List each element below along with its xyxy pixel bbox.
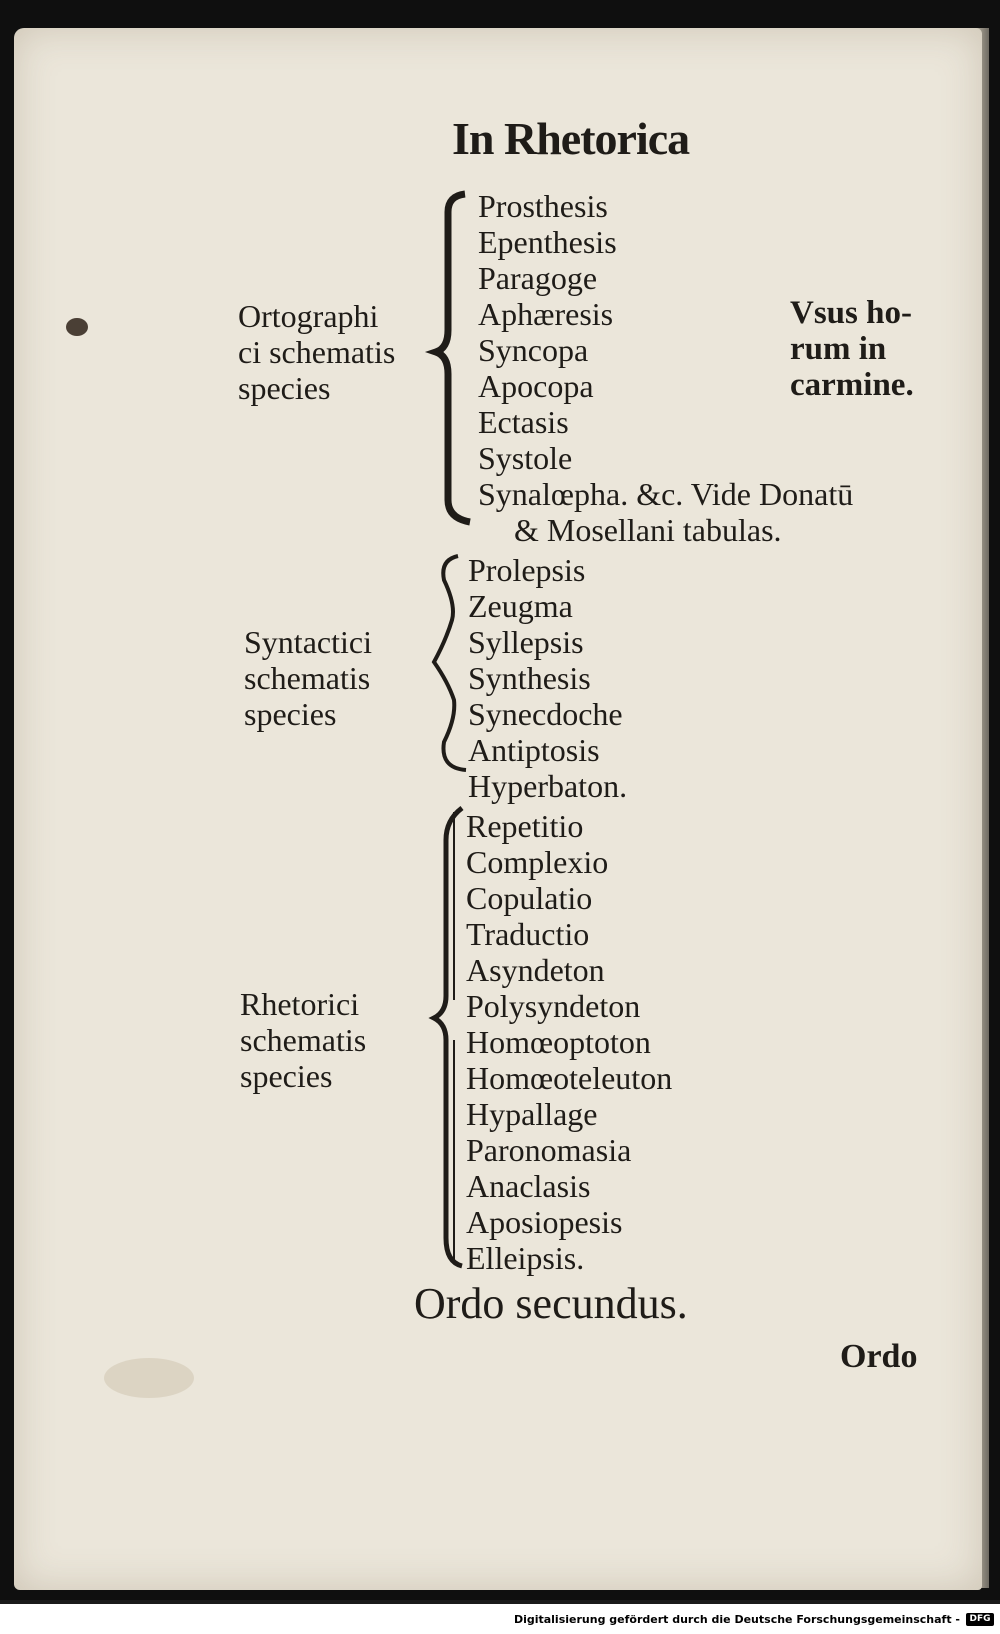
list-item: Anaclasis bbox=[466, 1168, 591, 1204]
list-item: Apocopa bbox=[478, 368, 594, 404]
list-item: Ectasis bbox=[478, 404, 569, 440]
list-item: Paragoge bbox=[478, 260, 598, 296]
list-item: Polysyndeton bbox=[466, 988, 641, 1024]
footer-credit: Digitalisierung gefördert durch die Deutsche Forschungsgemeinschaft - bbox=[513, 1613, 960, 1626]
brace-ortographici bbox=[436, 194, 470, 522]
label-line: Syntactici bbox=[244, 624, 372, 660]
list-item: Complexio bbox=[466, 844, 609, 880]
list-item: Synthesis bbox=[468, 660, 591, 696]
group-label-ortographici bbox=[238, 298, 395, 406]
list-item: Synecdoche bbox=[468, 696, 623, 732]
list-item: Prosthesis bbox=[478, 188, 608, 224]
list-item: Elleipsis. bbox=[466, 1240, 585, 1276]
list-item: Syncopa bbox=[478, 332, 589, 368]
section-heading: Ordo secundus. bbox=[414, 1279, 688, 1328]
label-line: ci schematis bbox=[238, 334, 396, 370]
catchword: Ordo bbox=[840, 1338, 918, 1375]
label-line: species bbox=[240, 1058, 333, 1094]
list-item: Homœoptoton bbox=[466, 1024, 651, 1060]
list-item: Aposiopesis bbox=[466, 1204, 623, 1240]
note-line: Vsus ho- bbox=[790, 295, 912, 331]
list-item: Synalœpha. &c. Vide Donatū bbox=[478, 476, 854, 512]
page-heading: In Rhetorica bbox=[452, 113, 690, 164]
label-line: species bbox=[244, 696, 337, 732]
list-item: Syllepsis bbox=[468, 624, 584, 660]
label-line: schematis bbox=[244, 660, 371, 696]
list-item: Hyperbaton. bbox=[468, 768, 628, 804]
list-rhetorici bbox=[466, 808, 672, 1276]
brace-syntactici bbox=[434, 556, 466, 770]
note-line: rum in bbox=[790, 331, 887, 367]
side-note bbox=[790, 295, 914, 403]
list-item: Traductio bbox=[466, 916, 590, 952]
label-line: Rhetorici bbox=[240, 986, 360, 1022]
label-line: schematis bbox=[240, 1022, 367, 1058]
brace-rhetorici bbox=[434, 808, 462, 1266]
list-syntactici bbox=[468, 552, 627, 804]
group-label-rhetorici bbox=[240, 986, 366, 1094]
list-item: Antiptosis bbox=[468, 732, 600, 768]
list-item: Copulatio bbox=[466, 880, 593, 916]
list-item: & Mosellani tabulas. bbox=[514, 512, 782, 548]
footer-bar bbox=[0, 1604, 1000, 1634]
label-line: Ortographi bbox=[238, 298, 379, 334]
label-line: species bbox=[238, 370, 331, 406]
list-item: Aphæresis bbox=[478, 296, 614, 332]
list-item: Systole bbox=[478, 440, 573, 476]
list-item: Prolepsis bbox=[468, 552, 586, 588]
list-item: Homœoteleuton bbox=[466, 1060, 673, 1096]
list-item: Zeugma bbox=[468, 588, 573, 624]
group-label-syntactici bbox=[244, 624, 372, 732]
list-item: Epenthesis bbox=[478, 224, 617, 260]
list-item: Repetitio bbox=[466, 808, 584, 844]
list-item: Asyndeton bbox=[466, 952, 605, 988]
list-item: Paronomasia bbox=[466, 1132, 632, 1168]
dfg-logo: DFG bbox=[966, 1613, 994, 1626]
list-item: Hypallage bbox=[466, 1096, 598, 1132]
note-line: carmine. bbox=[790, 367, 914, 403]
